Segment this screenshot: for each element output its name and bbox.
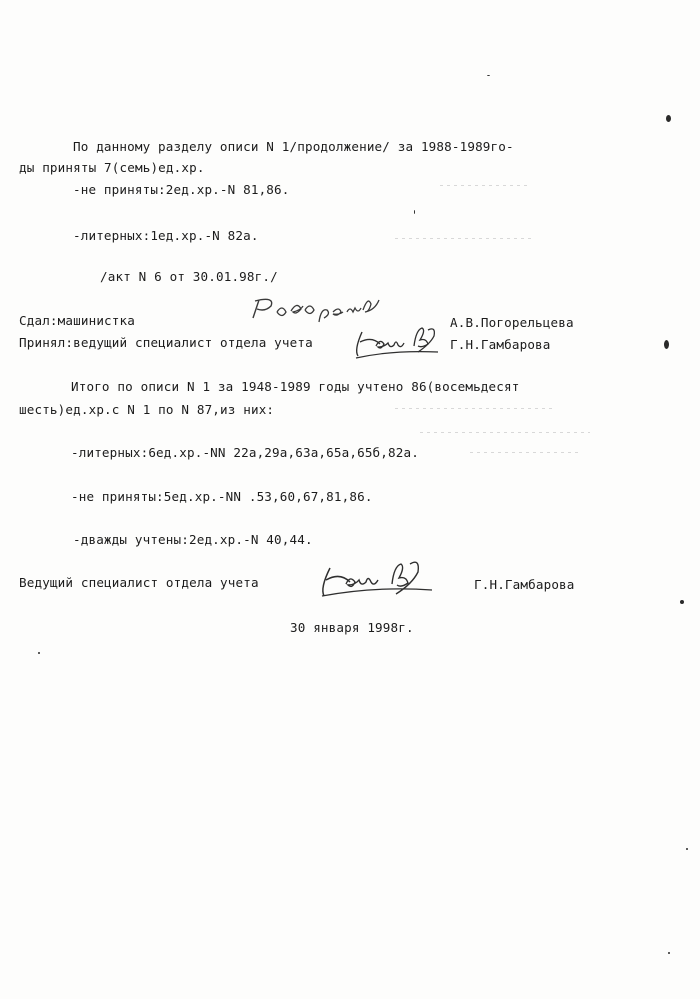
signer-name: Г.Н.Гамбарова <box>474 577 575 592</box>
bleed-through-mark <box>395 238 535 239</box>
intro-line-2: ды приняты 7(семь)ед.хр. <box>19 160 205 175</box>
not-accepted-line: -не приняты:2ед.хр.-N 81,86. <box>73 182 290 197</box>
total-line-1: Итого по описи N 1 за 1948-1989 годы учтено 86(восемьдесят <box>71 379 520 394</box>
scan-speck <box>680 600 684 604</box>
scan-speck <box>666 115 671 122</box>
document-date: 30 января 1998г. <box>290 620 414 635</box>
bleed-through-mark <box>440 185 530 186</box>
scan-speck <box>664 340 669 349</box>
scan-speck <box>38 652 40 654</box>
total-line-2: шесть)ед.хр.с N 1 по N 87,из них: <box>19 402 275 417</box>
total-not-accepted-line: -не приняты:5ед.хр.-NN .53,60,67,81,86. <box>71 489 373 504</box>
scan-speck <box>487 75 490 76</box>
double-counted-line: -дважды учтены:2ед.хр.-N 40,44. <box>73 532 313 547</box>
scan-speck <box>668 952 670 954</box>
total-literal-line: -литерных:6ед.хр.-NN 22а,29а,63а,65а,65б,82а. <box>71 445 419 460</box>
bleed-through-mark <box>395 408 555 409</box>
literal-line: -литерных:1ед.хр.-N 82а. <box>73 228 259 243</box>
scan-speck <box>686 848 688 850</box>
handed-label: Сдал:машинистка <box>19 313 135 328</box>
signature-gambarova-2 <box>316 556 436 604</box>
signer-title: Ведущий специалист отдела учета <box>19 575 259 590</box>
received-name: Г.Н.Гамбарова <box>450 337 551 352</box>
received-label: Принял:ведущий специалист отдела учета <box>19 335 313 350</box>
handed-name: А.В.Погорельцева <box>450 315 574 330</box>
scan-speck <box>414 210 415 214</box>
signature-gambarova-1 <box>352 322 442 362</box>
bleed-through-mark <box>420 432 590 433</box>
bleed-through-mark <box>470 452 580 453</box>
intro-line-1: По данному разделу описи N 1/продолжение/ за 1988-1989го- <box>73 139 514 154</box>
act-line: /акт N 6 от 30.01.98г./ <box>100 269 278 284</box>
